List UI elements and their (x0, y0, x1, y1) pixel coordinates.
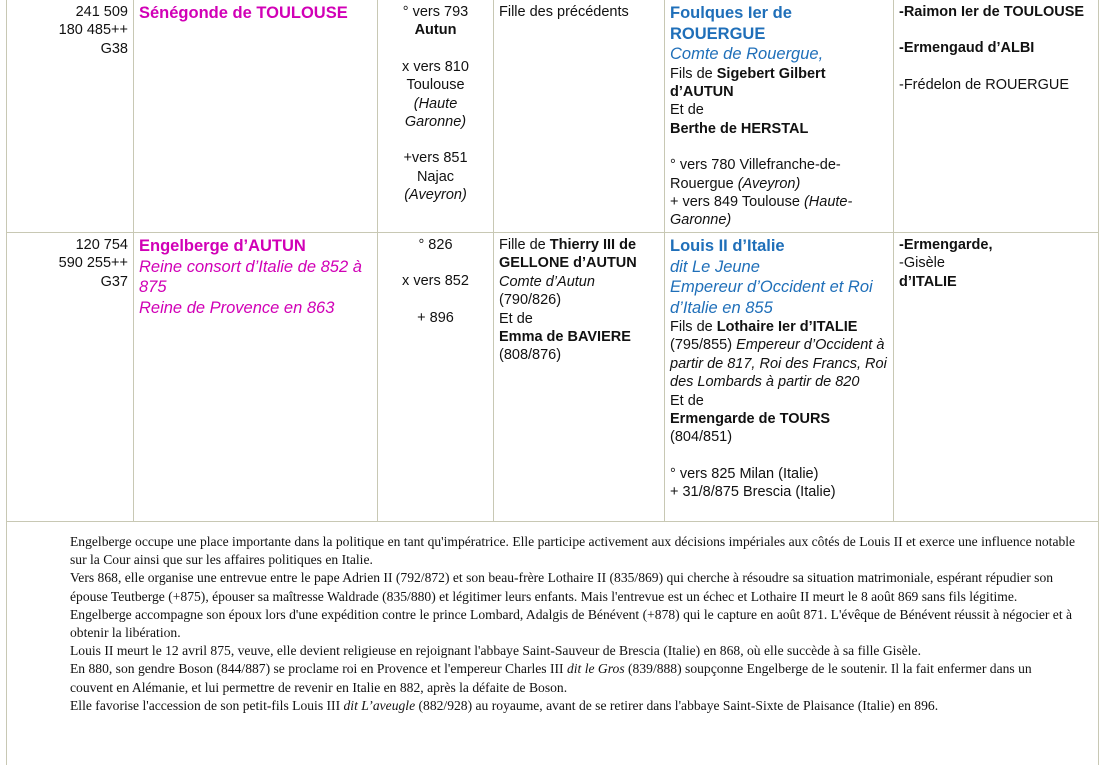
note-paragraph: Engelberge accompagne son époux lors d'une expédition contre le prince Lombard, Adalgis de Bénévent (+878) qui le capture en août 871. L'évêque de Bénévent réussit à négocier et à obtenir la libération. (70, 606, 1073, 641)
marriage-place: Toulouse (406, 77, 465, 94)
spouse-title: Empereur d’Occident et Roi d’Italie en 855 (670, 278, 873, 317)
spouse-title: dit Le Jeune (670, 257, 760, 276)
spouse-father: Sigebert Gilbert d’AUTUN (670, 65, 826, 100)
birth-date: ° 826 (418, 237, 453, 253)
sosa-number: 241 509 (75, 4, 128, 20)
table-row (6, 0, 1099, 233)
person-cell (133, 0, 377, 232)
father-dates: (790/826) (499, 292, 562, 309)
spouse-cell (664, 233, 893, 521)
sosa-number-cell (6, 0, 133, 232)
birth-date: ° vers 793 (402, 4, 469, 20)
children-cell (893, 0, 1099, 232)
father-name: Thierry III de GELLONE d’AUTUN (499, 237, 637, 272)
child-name: -Raimon Ier de TOULOUSE (899, 4, 1085, 20)
note-paragraph: Louis II meurt le 12 avril 875, veuve, elle devient religieuse en rejoignant l'abbaye Saint-Sauveur de Brescia (Italie) en 868, où elle succède à sa fille Gisèle. (70, 643, 921, 659)
biography-notes (6, 520, 1099, 765)
spouse-death: + vers 849 Toulouse (Haute-Garonne) (670, 193, 853, 229)
death-place: Najac (416, 168, 455, 185)
person-title: Reine de Provence en 863 (139, 298, 335, 317)
spouse-mother-dates: (804/851) (670, 429, 733, 446)
spouse-birth: ° vers 825 Milan (Italie) (670, 465, 819, 482)
spouse-father: Lothaire Ier d’ITALIE (716, 319, 858, 335)
generation: G38 (100, 40, 128, 57)
note-paragraph: Elle favorise l'accession de son petit-fils Louis III dit L’aveugle (882/928) au royaume, avant de se retirer dans l'abbaye Saint-Sixte de Plaisance (Italie) en 896. (70, 697, 939, 713)
spouse-and: Et de (670, 392, 704, 409)
mother-name: Emma de BAVIERE (499, 329, 631, 346)
person-name: Engelberge d’AUTUN (139, 237, 306, 255)
parents-and: Et de (499, 310, 533, 327)
dates-cell (377, 233, 493, 521)
person-title: Reine consort d’Italie de 852 à 875 (139, 257, 362, 296)
secondary-number: 180 485++ (58, 22, 128, 39)
spouse-title: Comte de Rouergue, (670, 45, 824, 63)
spouse-father-info: (795/855) Empereur d’Occident à partir de 817, Roi des Francs, Roi des Lombards à partir de 820 (670, 337, 887, 391)
marriage-date: x vers 810 (402, 58, 469, 75)
secondary-number: 590 255++ (58, 255, 128, 272)
child-name: -Ermengarde, (899, 237, 993, 253)
parents-cell (493, 0, 664, 232)
dates-cell (377, 0, 493, 232)
person-cell (133, 233, 377, 521)
parents-text: Fille des précédents (499, 4, 629, 20)
note-paragraph: En 880, son gendre Boson (844/887) se proclame roi en Provence et l'empereur Charles III dit le Gros (839/888) soupçonne Engelberge de le soutenir. Il la fait enfermer dans un couvent en Alémanie, et lui permettre de revenir en Italie en 882, après la défaite de Boson. (70, 661, 1032, 695)
spouse-name: Foulques Ier de ROUERGUE (670, 4, 792, 43)
spouse-mother: Ermengarde de TOURS (670, 411, 831, 428)
spouse-mother: Berthe de HERSTAL (670, 120, 809, 137)
spouse-cell (664, 0, 893, 232)
spouse-and: Et de (670, 102, 704, 119)
person-name: Sénégonde de TOULOUSE (139, 4, 348, 22)
birth-place: Autun (414, 22, 457, 39)
children-cell (893, 233, 1099, 521)
father-line: Fille de Thierry III de GELLONE d’AUTUN (499, 237, 637, 272)
death-date: + 896 (417, 309, 454, 326)
child-name: d’ITALIE (899, 273, 957, 290)
spouse-name: Louis II d’Italie (670, 237, 785, 255)
spouse-death: + 31/8/875 Brescia (Italie) (670, 484, 836, 501)
child-name: -Frédelon de ROUERGUE (899, 76, 1070, 93)
death-region: (Aveyron) (404, 187, 467, 204)
sosa-number: 120 754 (75, 237, 128, 253)
spouse-birth: ° vers 780 Villefranche-de-Rouergue (Aveyron) (670, 157, 841, 192)
spouse-father-line: Fils de Lothaire Ier d’ITALIE (670, 319, 858, 335)
marriage-region: (Haute Garonne) (404, 95, 467, 131)
sosa-number-cell (6, 233, 133, 521)
parents-cell (493, 233, 664, 521)
child-name: -Ermengaud d’ALBI (899, 40, 1035, 57)
table-row (6, 232, 1099, 522)
spouse-father-line: Fils de Sigebert Gilbert d’AUTUN (670, 65, 826, 100)
marriage-date: x vers 852 (402, 273, 469, 290)
note-paragraph: Vers 868, elle organise une entrevue entre le pape Adrien II (792/872) et son beau-frère Lothaire II (835/869) qui cherche à résoudre sa situation matrimoniale, espérant répudier son épouse Teutberge (+875), épouser sa maîtresse Waldrade (835/880) et légitimer leurs enfants. Mais l'entrevue est un échec et Lothaire II meurt le 8 août 869 sans fils légitime. (70, 570, 1054, 604)
mother-dates: (808/876) (499, 347, 562, 364)
child-name: -Gisèle (899, 255, 945, 272)
generation: G37 (100, 273, 128, 290)
death-date: +vers 851 (403, 150, 468, 167)
note-paragraph: Engelberge occupe une place importante dans la politique en tant qu'impératrice. Elle participe activement aux décisions impériales aux côtés de Louis II et exerce une influence notable sur la Cour ainsi que sur les affaires politiques en Italie. (70, 534, 1076, 568)
father-title: Comte d’Autun (499, 273, 595, 290)
